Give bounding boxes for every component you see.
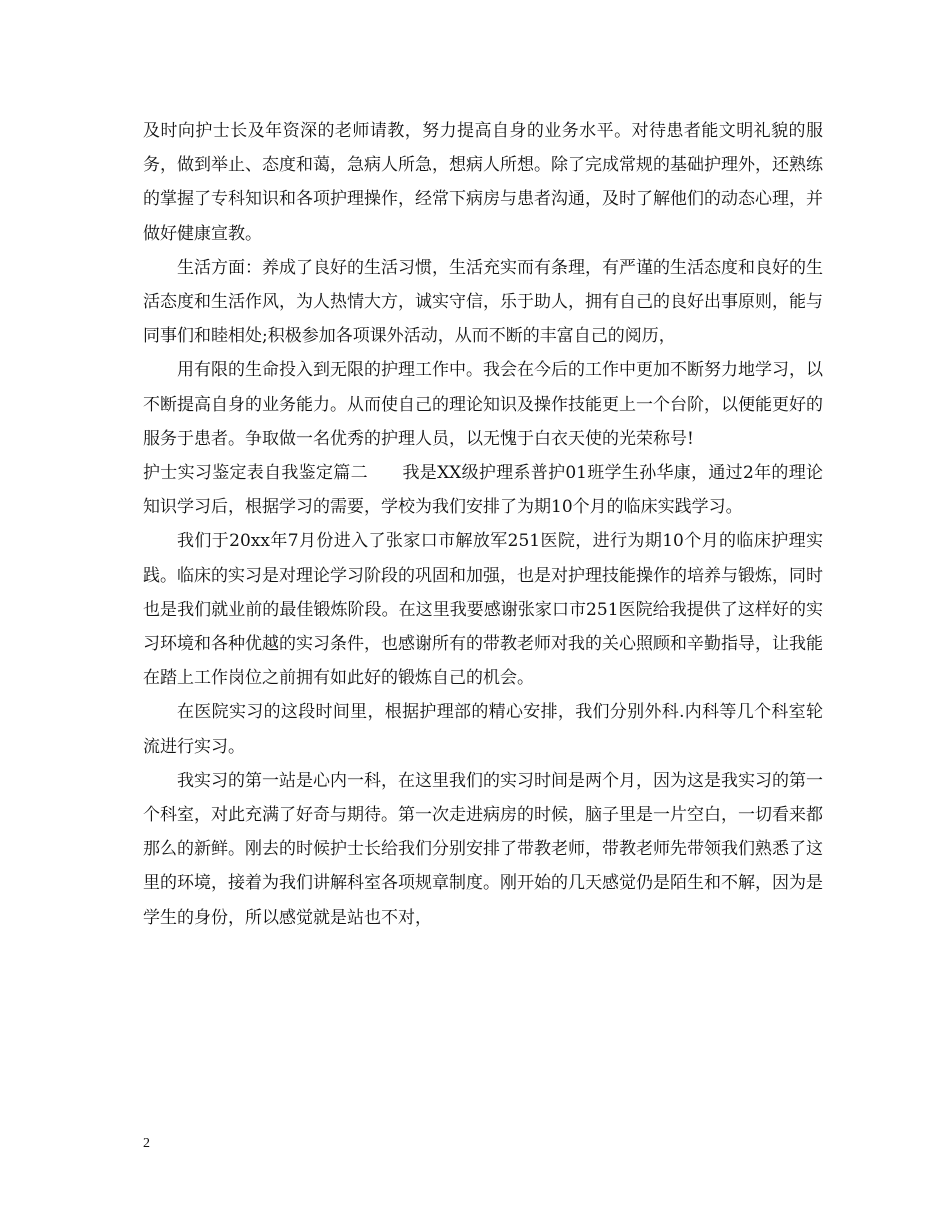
paragraph-7: 我实习的第一站是心内一科，在这里我们的实习时间是两个月，因为这是我实习的第一个科室，对此充满了好奇与期待。第一次走进病房的时候，脑子里是一片空白，一切看来都那么的新鲜。刚去的时候护士长给我们分别安排了带教老师，带教老师先带领我们熟悉了这里的环境，接着为我们讲解科室各项规章制度。刚开始的几天感觉仍是陌生和不解，因为是学生的身份，所以感觉就是站也不对， [143, 770, 823, 928]
paragraph-1: 及时向护士长及年资深的老师请教，努力提高自身的业务水平。对待患者能文明礼貌的服务，做到举止、态度和蔼，急病人所急，想病人所想。除了完成常规的基础护理外，还熟练的掌握了专科知识和各项护理操作，经常下病房与患者沟通，及时了解他们的动态心理，并做好健康宣教。 [143, 121, 823, 244]
paragraph-5: 我们于20xx年7月份进入了张家口市解放军251医院，进行为期10个月的临床护理实践。临床的实习是对理论学习阶段的巩固和加强，也是对护理技能操作的培养与锻炼，同时也是我们就业前的最佳锻炼阶段。在这里我要感谢张家口市251医院给我提供了这样好的实习环境和各种优越的实习条件，也感谢所有的带教老师对我的关心照顾和辛勤指导，让我能在踏上工作岗位之前拥有如此好的锻炼自己的机会。 [143, 531, 823, 689]
paragraph-4-section-heading: 护士实习鉴定表自我鉴定篇二 我是XX级护理系普护01班学生孙华康，通过2年的理论知识学习后，根据学习的需要，学校为我们安排了为期10个月的临床实践学习。 [143, 463, 823, 518]
paragraph-2: 生活方面：养成了良好的生活习惯，生活充实而有条理，有严谨的生活态度和良好的生活态度和生活作风，为人热情大方，诚实守信，乐于助人，拥有自己的良好出事原则，能与同事们和睦相处;积极参加各项课外活动，从而不断的丰富自己的阅历， [143, 257, 823, 347]
paragraph-3: 用有限的生命投入到无限的护理工作中。我会在今后的工作中更加不断努力地学习，以不断提高自身的业务能力。从而使自己的理论知识及操作技能更上一个台阶，以便能更好的服务于患者。争取做一名优秀的护理人员，以无愧于白衣天使的光荣称号! [143, 360, 823, 449]
page-number: 2 [143, 1136, 150, 1151]
paragraph-6: 在医院实习的这段时间里，根据护理部的精心安排，我们分别外科.内科等几个科室轮流进行实习。 [143, 702, 823, 757]
document-body [143, 114, 823, 935]
